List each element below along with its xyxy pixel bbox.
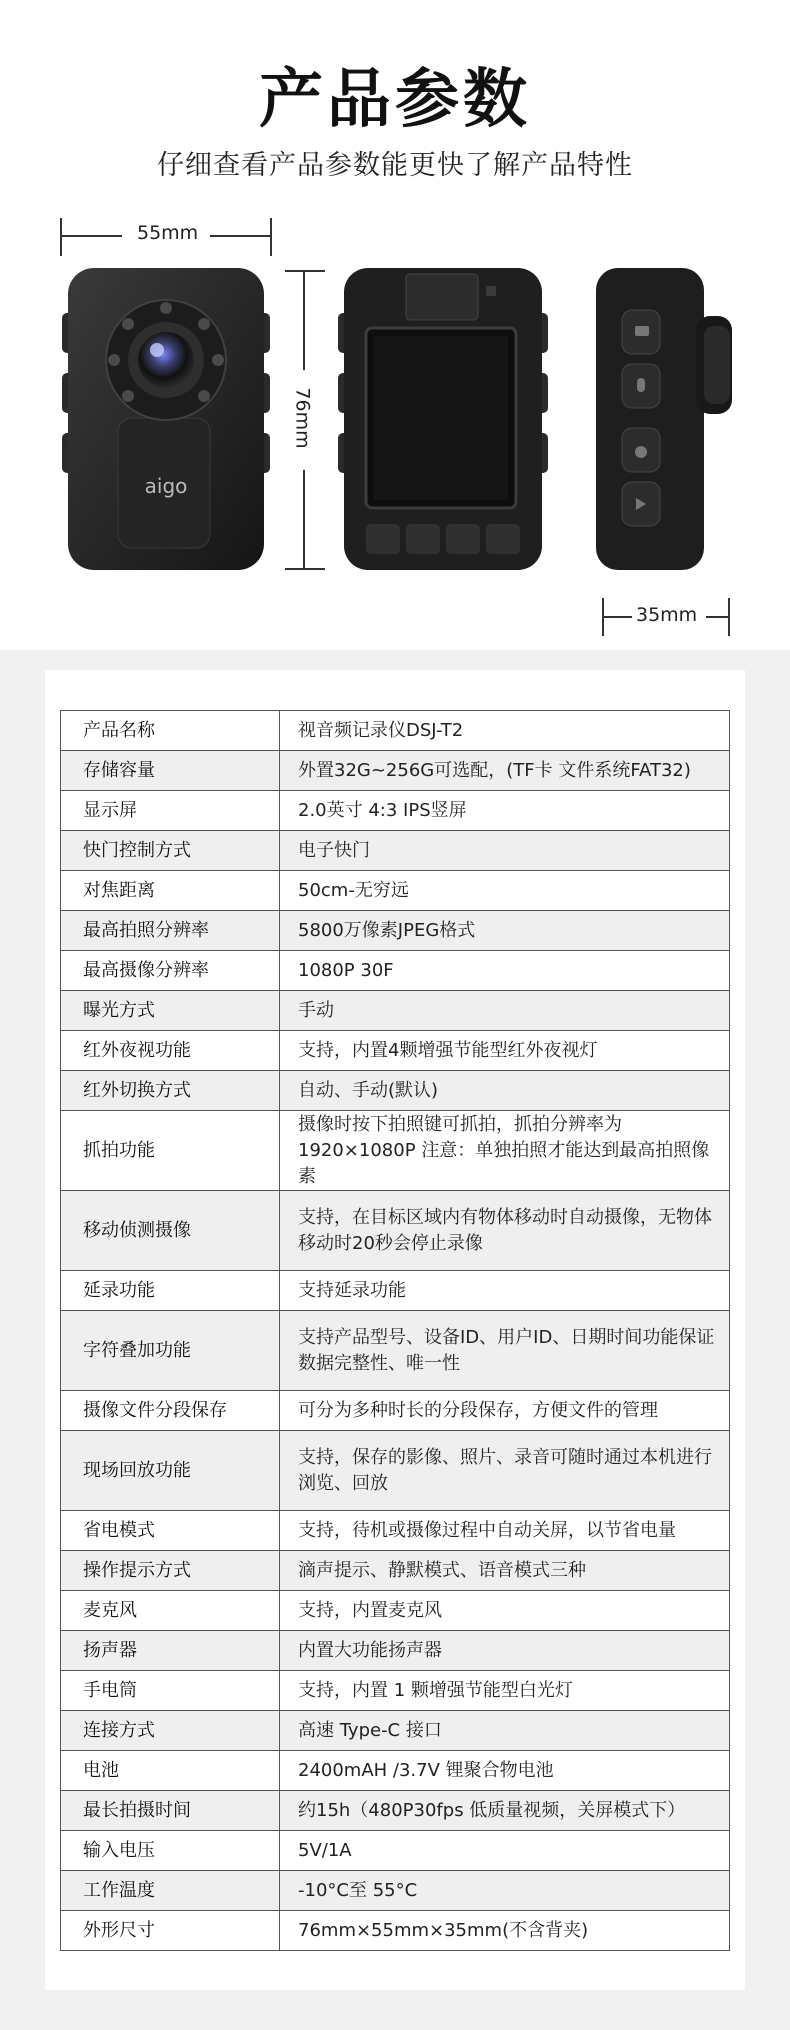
spec-key: 摄像文件分段保存 (61, 1391, 280, 1431)
spec-value: 支持产品型号、设备ID、用户ID、日期时间功能保证数据完整性、唯一性 (280, 1311, 730, 1391)
spec-key: 外形尺寸 (61, 1911, 280, 1951)
spec-row (61, 1751, 730, 1791)
spec-key: 抓拍功能 (61, 1111, 280, 1191)
spec-key: 麦克风 (61, 1591, 280, 1631)
spec-value: 支持，内置4颗增强节能型红外夜视灯 (280, 1031, 730, 1071)
spec-key: 扬声器 (61, 1631, 280, 1671)
spec-row (61, 991, 730, 1031)
depth-dimension-label: 35mm (636, 604, 698, 626)
spec-value: 约15h（480P30fps 低质量视频，关屏模式下） (280, 1791, 730, 1831)
spec-key: 红外切换方式 (61, 1071, 280, 1111)
spec-value: 高速 Type-C 接口 (280, 1711, 730, 1751)
spec-key: 电池 (61, 1751, 280, 1791)
spec-key: 省电模式 (61, 1511, 280, 1551)
height-dim-tick-top (285, 270, 325, 272)
spec-key: 现场回放功能 (61, 1431, 280, 1511)
spec-key: 红外夜视功能 (61, 1031, 280, 1071)
spec-value: 支持，待机或摄像过程中自动关屏，以节省电量 (280, 1511, 730, 1551)
page-subtitle: 仔细查看产品参数能更快了解产品特性 (157, 150, 633, 181)
spec-key: 延录功能 (61, 1271, 280, 1311)
spec-value: -10°C至 55°C (280, 1871, 730, 1911)
spec-row (61, 1431, 730, 1511)
spec-table (60, 710, 730, 1951)
page-title: 产品参数 (259, 63, 531, 137)
spec-row (61, 1911, 730, 1951)
spec-value: 手动 (280, 991, 730, 1031)
spec-key: 产品名称 (61, 711, 280, 751)
spec-row (61, 1031, 730, 1071)
spec-value: 摄像时按下拍照键可抓拍，抓拍分辨率为1920×1080P 注意：单独拍照才能达到最高拍照像素 (280, 1111, 730, 1191)
spec-key: 快门控制方式 (61, 831, 280, 871)
spec-key: 工作温度 (61, 1871, 280, 1911)
spec-key: 显示屏 (61, 791, 280, 831)
camera-front-view (62, 268, 270, 570)
spec-key: 字符叠加功能 (61, 1311, 280, 1391)
header-section (0, 0, 790, 670)
depth-dim-line-left (602, 616, 632, 618)
spec-row (61, 871, 730, 911)
spec-value: 支持，内置 1 颗增强节能型白光灯 (280, 1671, 730, 1711)
spec-value: 5800万像素JPEG格式 (280, 911, 730, 951)
spec-key: 手电筒 (61, 1671, 280, 1711)
spec-value: 视音频记录仪DSJ-T2 (280, 711, 730, 751)
spec-value: 76mm×55mm×35mm(不含背夹) (280, 1911, 730, 1951)
spec-value: 内置大功能扬声器 (280, 1631, 730, 1671)
spec-key: 移动侦测摄像 (61, 1191, 280, 1271)
spec-key: 操作提示方式 (61, 1551, 280, 1591)
camera-side-view (596, 268, 736, 570)
spec-value: 电子快门 (280, 831, 730, 871)
spec-key: 最高拍照分辨率 (61, 911, 280, 951)
spec-row (61, 1111, 730, 1191)
spec-key: 存储容量 (61, 751, 280, 791)
width-dimension-label: 55mm (137, 222, 199, 244)
spec-row (61, 1631, 730, 1671)
spec-row (61, 1711, 730, 1751)
spec-row (61, 1311, 730, 1391)
spec-row (61, 1831, 730, 1871)
height-dim-line-top (303, 270, 305, 370)
spec-row (61, 1191, 730, 1271)
spec-row (61, 1391, 730, 1431)
spec-value: 1080P 30F (280, 951, 730, 991)
spec-value: 自动、手动(默认) (280, 1071, 730, 1111)
spec-key: 最高摄像分辨率 (61, 951, 280, 991)
spec-value: 可分为多种时长的分段保存，方便文件的管理 (280, 1391, 730, 1431)
spec-row (61, 791, 730, 831)
spec-row (61, 1671, 730, 1711)
width-dim-tick-left (60, 218, 62, 256)
camera-back-view (338, 268, 548, 570)
width-dim-tick-right (270, 218, 272, 256)
spec-row (61, 1071, 730, 1111)
depth-dim-line-right (706, 616, 730, 618)
width-dim-line-right (210, 235, 272, 237)
spec-value: 2.0英寸 4:3 IPS竖屏 (280, 791, 730, 831)
spec-value: 支持，内置麦克风 (280, 1591, 730, 1631)
spec-key: 最长拍摄时间 (61, 1791, 280, 1831)
spec-row (61, 1551, 730, 1591)
spec-row (61, 1511, 730, 1551)
spec-value: 支持，保存的影像、照片、录音可随时通过本机进行浏览、回放 (280, 1431, 730, 1511)
spec-row (61, 831, 730, 871)
height-dim-line-bottom (303, 470, 305, 570)
spec-value: 支持，在目标区域内有物体移动时自动摄像，无物体移动时20秒会停止录像 (280, 1191, 730, 1271)
spec-value: 50cm-无穷远 (280, 871, 730, 911)
spec-row (61, 1791, 730, 1831)
height-dim-tick-bottom (285, 568, 325, 570)
spec-row (61, 1271, 730, 1311)
spec-value: 滴声提示、静默模式、语音模式三种 (280, 1551, 730, 1591)
spec-value: 2400mAH /3.7V 锂聚合物电池 (280, 1751, 730, 1791)
brand-logo: aigo (144, 474, 188, 498)
spec-row (61, 911, 730, 951)
spec-key: 连接方式 (61, 1711, 280, 1751)
spec-row (61, 751, 730, 791)
width-dim-line-left (60, 235, 122, 237)
height-dimension-label: 76mm (291, 387, 314, 449)
spec-key: 曝光方式 (61, 991, 280, 1031)
spec-value: 外置32G~256G可选配，(TF卡 文件系统FAT32) (280, 751, 730, 791)
spec-key: 输入电压 (61, 1831, 280, 1871)
spec-row (61, 1591, 730, 1631)
spec-value: 5V/1A (280, 1831, 730, 1871)
spec-row (61, 1871, 730, 1911)
spec-value: 支持延录功能 (280, 1271, 730, 1311)
spec-row (61, 711, 730, 751)
spec-key: 对焦距离 (61, 871, 280, 911)
spec-row (61, 951, 730, 991)
